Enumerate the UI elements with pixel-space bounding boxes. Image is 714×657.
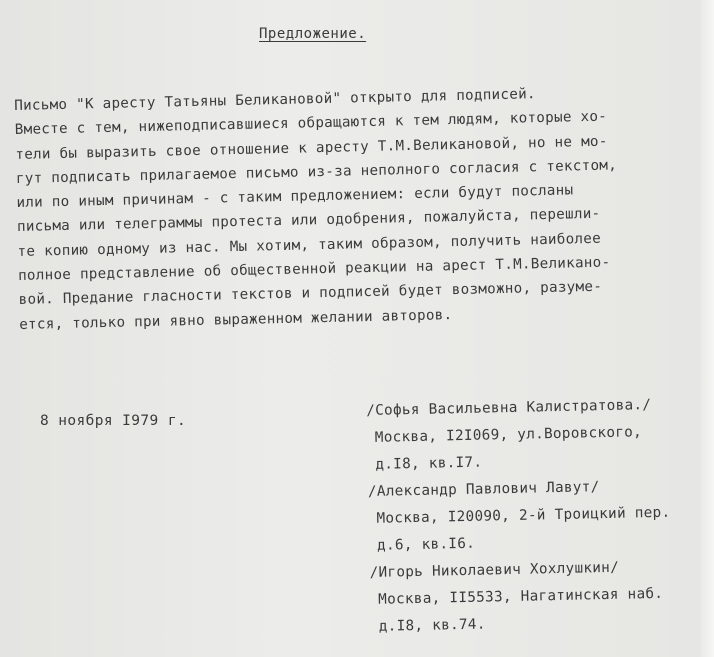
paragraph-line: письма или телеграммы протеста или одобрения, пожалуйста, перешли- [16, 206, 601, 236]
paragraph-line: те копию одному из нас. Мы хотим, таким образом, получить наиболее [17, 230, 602, 260]
signatory-address: д.I8, кв.74. [378, 616, 486, 635]
paragraph-line: полное представление об общественной реакции на арест Т.М.Великано- [17, 254, 611, 285]
signatories-block [366, 391, 711, 641]
paragraph-line: или по иным причинам - с таким предложением: если будут посланы [16, 182, 574, 212]
paragraph-line: гут подписать прилагаемое письмо из-за неполного согласия с текстом, [15, 157, 618, 187]
signatory-name: /Александр Павлович Лавут/ [367, 479, 600, 500]
paragraph-line: вой. Предание гласности текстов и подписей будет возможно, разуме- [18, 279, 603, 309]
body-paragraph [14, 79, 699, 337]
signatory-address: д.6, кв.I6. [376, 535, 476, 554]
paragraph-line: ется, только при явно выраженном желании авторов. [19, 306, 453, 333]
signatory-name: /Игорь Николаевич Хохлушкин/ [369, 559, 620, 581]
signatory-address: д.I8, кв.I7. [375, 454, 483, 473]
signatory-address: Москва, I20090, 2-й Троицкий пер. [376, 504, 671, 527]
paragraph-line: Письмо "К аресту Татьяны Беликановой" открыто для подписей. [14, 86, 536, 114]
signatory-name: /Софья Васильевна Калистратова./ [366, 397, 652, 419]
paragraph-line: Вместе с тем, нижеподписавшиеся обращаются к тем людям, которые хо- [14, 108, 608, 139]
signatory-address: Москва, I2I069, ул.Воровского, [374, 424, 643, 446]
document-date: 8 ноября I979 г. [40, 413, 187, 429]
document-title: Предложение. [259, 26, 367, 42]
paragraph-line: тели бы выразить свое отношение к аресту Т.М.Великановой, но не мо- [15, 133, 608, 163]
signatory-address: Москва, II5533, Нагатинская наб. [378, 585, 664, 608]
